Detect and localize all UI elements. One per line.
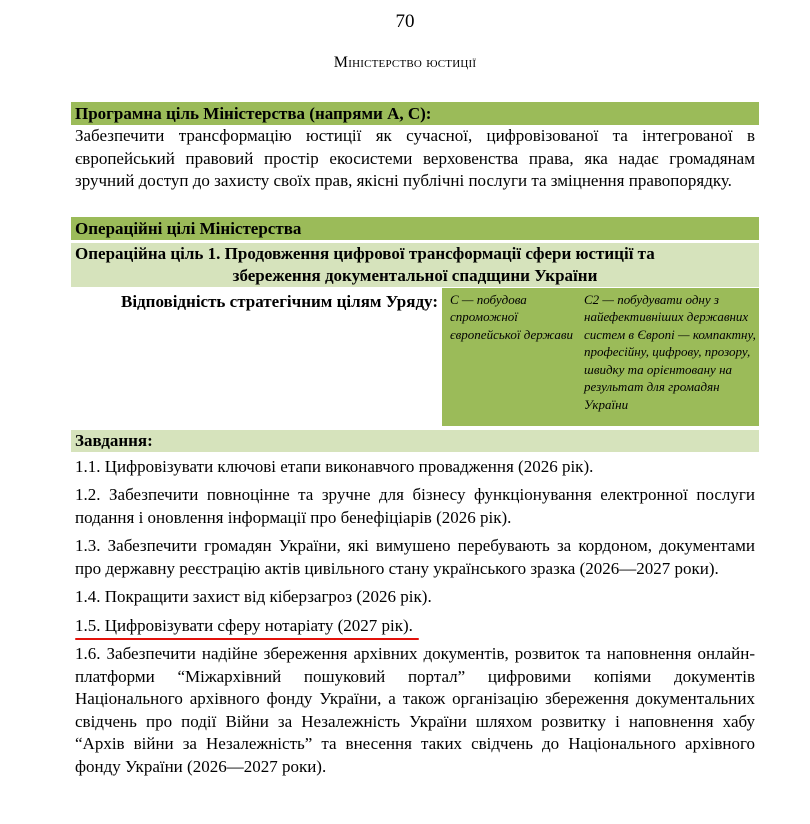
gov-goal-c2: С2 — побудувати одну з найефективніших державних систем в Європі — компактну, професійну, цифрову, прозору, швидку та орієнтовану на результат для громадян України <box>584 291 756 412</box>
task-item-highlighted <box>71 615 759 638</box>
running-head: Міністерство юстиції <box>333 54 477 71</box>
task-item: 1.2. Забезпечити повноцінне та зручне для бізнесу функціонування електронної послуги подання і оновлення інформації про бенефіціарів (2026 рік). <box>75 485 755 527</box>
operational-goal-1-title <box>71 243 759 287</box>
document-body <box>71 102 759 778</box>
gov-goal-c: С — побудова спроможної європейської держави <box>450 291 573 342</box>
tasks-heading: Завдання: <box>71 430 759 452</box>
page-number: 70 <box>395 11 415 32</box>
operational-goal-1-line-1: Операційна ціль 1. Продовження цифрової трансформації сфери юстиції та <box>75 243 655 263</box>
task-item: 1.4. Покращити захист від кіберзагроз (2026 рік). <box>75 587 432 606</box>
highlighted-task-text <box>75 615 413 638</box>
red-underline-mark <box>75 638 419 640</box>
operational-goals-heading: Операційні цілі Міністерства <box>71 217 759 240</box>
government-goals-cell <box>442 288 759 426</box>
alignment-label: Відповідність стратегічним цілям Уряду: <box>120 291 438 311</box>
operational-goal-1-line-2: збереження документальної спадщини України <box>232 265 598 285</box>
task-item: 1.6. Забезпечити надійне збереження архівних документів, розвиток та наповнення онлайн-платформи “Міжархівний пошуковий портал” цифровими копіями документів Національного архівного фонду України, а також організацію збереження документальних свідчень про події Війни за Незалежність України шляхом розвитку і наповнення хабу “Архів війни за Незалежність” та внесення таких свідчень до Національного архівного фонду України (2026—2027 роки). <box>75 644 755 776</box>
task-item: 1.3. Забезпечити громадян України, які вимушено перебувають за кордоном, документами про державну реєстрацію актів цивільного стану українського зразка (2026—2027 роки). <box>75 536 755 578</box>
government-goals-row <box>71 288 759 426</box>
task-item: 1.1. Цифровізувати ключові етапи виконавчого провадження (2026 рік). <box>75 456 594 476</box>
program-goal-text: Забезпечити трансформацію юстиції як сучасної, цифровізованої та інтегрованої в європейський правовий простір екосистеми верховенства права, яка надає громадянам зручний доступ до захисту своїх прав, якісні публічні послуги та зміцнення правопорядку. <box>75 126 755 190</box>
task-item-label: 1.5. Цифровізувати сферу нотаріату (2027 рік). <box>75 615 413 635</box>
program-goal-heading: Програмна ціль Міністерства (напрями А, С): <box>71 102 759 125</box>
